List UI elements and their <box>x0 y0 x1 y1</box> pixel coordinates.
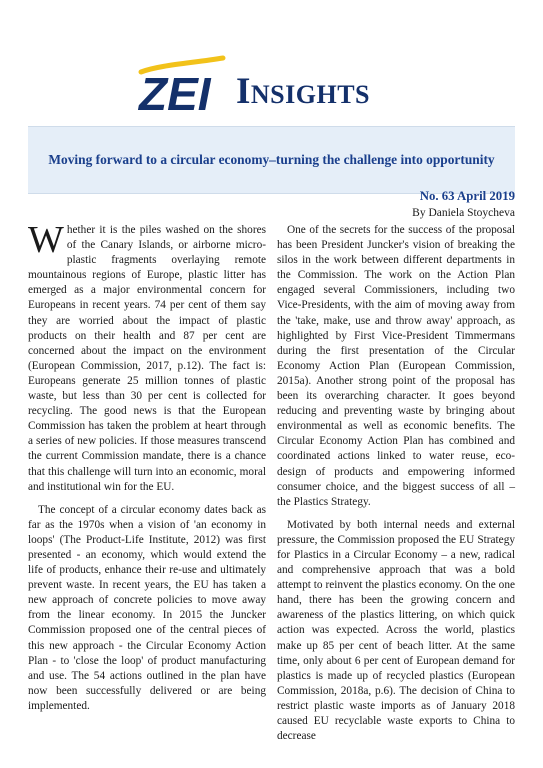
insights-wordmark: Insights <box>236 71 371 112</box>
right-column <box>277 223 515 752</box>
left-column <box>28 219 266 722</box>
paragraph <box>28 219 266 495</box>
paragraph: Motivated by both internal needs and external pressure, the Commission proposed the EU Strategy for Plastics in a Circular Economy – a new, radical and comprehensive approach that was a bold attempt to reinvent the plastics economy. On the one hand, there has been the growing concern and awareness of the plastics littering, on which quick action was expected. Across the world, plastics make up 85 per cent of beach litter. At the same time, only about 6 per cent of European demand for plastics is made up of recycled plastics (European Commission, 2018a, p.6). The decision of China to restrict plastic waste imports as of January 2018 caused EU recyclable waste exports to China to decrease <box>277 518 515 743</box>
paragraph: One of the secrets for the success of the proposal has been President Juncker's vision of breaking the silos in the work between different departments in the Commission. The work on the Action Plan engaged several Commissioners, including two Vice-Presidents, with the aim of moving away from the 'take, make, use and throw away' approach, as highlighted by First Vice-President Timmermans during the first presentation of the Circular Economy Action Plan (European Commission, 2015a). Another strong point of the proposal has been its overarching character. It goes beyond reducing and preventing waste by bringing about environmental as well as economic benefits. The Circular Economy Action Plan has combined and coordinated actions linked to water reuse, eco-design of products and empowering informed consumer choice, and the biggest success of all – the Plastics Strategy. <box>277 224 515 508</box>
article-title: Moving forward to a circular economy–turning the challenge into opportunity <box>48 152 495 167</box>
paragraph: The concept of a circular economy dates back as far as the 1970s when a vision of 'an economy in loops' (The Product-Life Institute, 2012) was first presented - an economy, which would extend the life of products, enhance their re-use and ultimately prevent waste. In recent years, the EU has taken a new approach of concrete policies to move away from the linear economy. In 2015 the Juncker Commission proposed one of the central pieces of this new approach - the Circular Economy Action Plan - to 'close the loop' of product manufacturing and use. The 54 actions outlined in the plan have now been successfully delivered or are being implemented. <box>28 503 266 712</box>
paragraph-text: hether it is the piles washed on the shores of the Canary Islands, or airborne micro-plastic fragments overlaying remote mountainous regions of Europe, plastic litter has emerged as a major environmental concern for Europeans in recent years. 74 per cent of them say they are worried about the impact of plastic products on their health and 87 per cent are concerned about the impact on the environment (European Commission, 2017, p.12). The fact is: Europeans generate 25 million tonnes of plastic waste, but less than 30 per cent is collected for recycling. The good news is that the European Commission has taken the problem at heart through a series of new policies. If those measures transcend the current Commission mandate, there is a chance that this challenge will turn into an economic, moral and institutional win for the EU. <box>28 224 266 493</box>
zei-insights-logo <box>137 55 437 115</box>
author-byline: By Daniela Stoycheva <box>412 207 515 219</box>
drop-cap: W <box>28 219 64 261</box>
issue-number-date: No. 63 April 2019 <box>419 189 515 203</box>
title-banner <box>28 126 515 194</box>
zei-logo-text: ZEI <box>139 68 211 115</box>
zei-logo-mark <box>137 55 227 115</box>
